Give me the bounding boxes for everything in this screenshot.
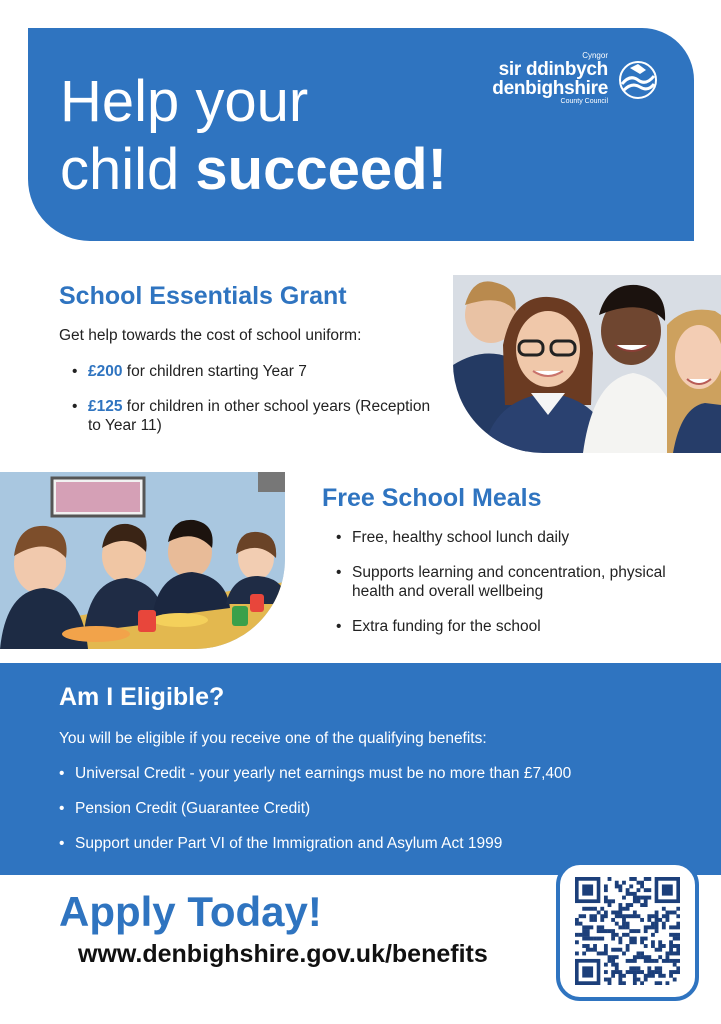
logo-small-bottom: County Council [560, 98, 608, 105]
page-title [60, 68, 447, 204]
logo-line-1: sir ddinbych [498, 59, 608, 80]
council-emblem-icon [616, 60, 660, 100]
qr-code-icon[interactable] [575, 877, 680, 985]
header-banner [28, 28, 694, 241]
school-meals-illustration [0, 472, 285, 649]
eligibility-title: Am I Eligible? [59, 683, 225, 711]
grant-section-title: School Essentials Grant [59, 282, 347, 310]
grant-item [72, 362, 432, 381]
students-illustration [453, 275, 721, 453]
headline-line-2-regular: child [60, 137, 180, 202]
qr-code-frame[interactable] [556, 861, 699, 1001]
eligibility-intro: You will be eligible if you receive one of the qualifying benefits: [59, 730, 487, 747]
logo-small-top: Cyngor [582, 51, 608, 60]
apply-title: Apply Today! [59, 888, 322, 935]
logo-line-2: denbighshire [492, 78, 608, 99]
meals-item: • Supports learning and concentration, physical health and overall wellbeing [336, 563, 706, 601]
school-meals-photo [0, 472, 285, 649]
students-photo [453, 275, 721, 453]
eligibility-band [0, 663, 721, 875]
apply-url-link[interactable]: www.denbighshire.gov.uk/benefits [78, 940, 488, 968]
headline-line-2-bold: succeed! [195, 137, 447, 202]
grant-item-text: for children in other school years (Reception to Year 11) [88, 398, 431, 434]
meals-item: • Free, healthy school lunch daily [336, 528, 706, 547]
grant-amount: £200 [88, 363, 123, 380]
grant-item-text: for children starting Year 7 [126, 363, 307, 380]
eligibility-item: • Pension Credit (Guarantee Credit) [59, 799, 699, 818]
meals-list [336, 528, 706, 652]
council-logo [492, 52, 660, 106]
grant-amount: £125 [88, 398, 123, 415]
eligibility-item: • Universal Credit - your yearly net earnings must be no more than £7,400 [59, 764, 699, 783]
grant-intro: Get help towards the cost of school uniform: [59, 327, 362, 344]
grant-item [72, 397, 432, 435]
eligibility-list [59, 764, 699, 869]
grant-list [72, 362, 432, 451]
meals-section-title: Free School Meals [322, 484, 542, 512]
eligibility-item: • Support under Part VI of the Immigration and Asylum Act 1999 [59, 834, 699, 853]
headline-line-1: Help your [60, 69, 309, 134]
meals-item: • Extra funding for the school [336, 617, 706, 636]
